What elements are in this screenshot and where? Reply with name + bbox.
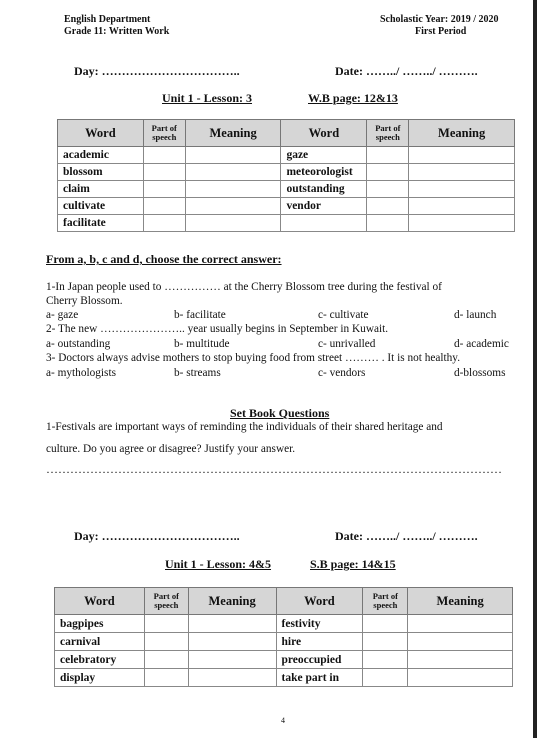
pos-cell[interactable] bbox=[143, 164, 185, 181]
period-label: First Period bbox=[415, 26, 467, 37]
table-row bbox=[58, 215, 515, 232]
day-field: Day: …………………………….. bbox=[74, 529, 240, 543]
option-c[interactable]: c- unrivalled bbox=[318, 338, 376, 350]
answer-line[interactable]: …………………………………………………………………………………………………… bbox=[46, 462, 502, 476]
pos-cell[interactable] bbox=[367, 181, 409, 198]
option-d[interactable]: d- launch bbox=[454, 309, 497, 321]
meaning-cell[interactable] bbox=[409, 215, 515, 232]
table-row bbox=[58, 164, 515, 181]
department-label: English Department bbox=[64, 14, 151, 25]
option-a[interactable]: a- mythologists bbox=[46, 367, 116, 379]
word-cell: hire bbox=[276, 633, 363, 651]
meaning-cell[interactable] bbox=[409, 198, 515, 215]
pos-cell[interactable] bbox=[143, 215, 185, 232]
table-row bbox=[58, 198, 515, 215]
q1-options bbox=[46, 309, 516, 322]
q1-line2: Cherry Blossom. bbox=[46, 295, 123, 307]
meaning-cell[interactable] bbox=[188, 615, 276, 633]
meaning-cell[interactable] bbox=[185, 198, 281, 215]
table-header-row bbox=[55, 588, 513, 615]
sb-page: S.B page: 14&15 bbox=[310, 557, 396, 571]
pos-cell[interactable] bbox=[367, 215, 409, 232]
col-meaning: Meaning bbox=[409, 120, 515, 147]
pos-cell[interactable] bbox=[144, 633, 188, 651]
pos-cell[interactable] bbox=[363, 615, 408, 633]
table-row bbox=[55, 615, 513, 633]
meaning-cell[interactable] bbox=[185, 215, 281, 232]
q3-text: 3- Doctors always advise mothers to stop buying food from street ……… . It is not healthy. bbox=[46, 352, 461, 364]
wb-page: W.B page: 12&13 bbox=[308, 91, 398, 105]
option-b[interactable]: b- streams bbox=[174, 367, 221, 379]
pos-cell[interactable] bbox=[363, 669, 408, 687]
meaning-cell[interactable] bbox=[188, 633, 276, 651]
meaning-cell[interactable] bbox=[185, 147, 281, 164]
unit-lesson-title: Unit 1 - Lesson: 4&5 bbox=[165, 557, 272, 571]
col-word: Word bbox=[55, 588, 145, 615]
meaning-cell[interactable] bbox=[188, 651, 276, 669]
word-cell: outstanding bbox=[281, 181, 367, 198]
table-row bbox=[55, 633, 513, 651]
q2-text: 2- The new ………………….. year usually begins in September in Kuwait. bbox=[46, 323, 389, 335]
q1-line1: 1-In Japan people used to …………… at the Cherry Blossom tree during the festival of bbox=[46, 281, 442, 293]
mcq-instruction: From a, b, c and d, choose the correct answer: bbox=[46, 252, 282, 266]
option-b[interactable]: b- multitude bbox=[174, 338, 230, 350]
date-field: Date: ……../ ……../ ………. bbox=[335, 64, 478, 78]
pos-cell[interactable] bbox=[144, 651, 188, 669]
col-part-of-speech: Part of speech bbox=[144, 588, 188, 615]
q2-options bbox=[46, 338, 516, 351]
option-b[interactable]: b- facilitate bbox=[174, 309, 226, 321]
word-cell: carnival bbox=[55, 633, 145, 651]
meaning-cell[interactable] bbox=[409, 147, 515, 164]
word-cell: blossom bbox=[58, 164, 144, 181]
option-c[interactable]: c- vendors bbox=[318, 367, 366, 379]
pos-cell[interactable] bbox=[143, 147, 185, 164]
word-cell: bagpipes bbox=[55, 615, 145, 633]
page-number: 4 bbox=[281, 716, 285, 725]
page-edge bbox=[533, 0, 537, 738]
col-part-of-speech: Part of speech bbox=[363, 588, 408, 615]
word-cell: celebratory bbox=[55, 651, 145, 669]
col-part-of-speech: Part of speech bbox=[367, 120, 409, 147]
year-label: Scholastic Year: 2019 / 2020 bbox=[380, 14, 499, 25]
option-c[interactable]: c- cultivate bbox=[318, 309, 369, 321]
meaning-cell[interactable] bbox=[408, 633, 513, 651]
col-word: Word bbox=[276, 588, 363, 615]
word-cell bbox=[281, 215, 367, 232]
pos-cell[interactable] bbox=[144, 669, 188, 687]
date-field: Date: ……../ ……../ ………. bbox=[335, 529, 478, 543]
word-cell: take part in bbox=[276, 669, 363, 687]
word-cell: cultivate bbox=[58, 198, 144, 215]
grade-label: Grade 11: Written Work bbox=[64, 26, 170, 37]
meaning-cell[interactable] bbox=[408, 615, 513, 633]
word-cell: claim bbox=[58, 181, 144, 198]
table-row bbox=[55, 651, 513, 669]
meaning-cell[interactable] bbox=[408, 669, 513, 687]
option-d[interactable]: d- academic bbox=[454, 338, 509, 350]
word-cell: facilitate bbox=[58, 215, 144, 232]
pos-cell[interactable] bbox=[367, 198, 409, 215]
word-cell: gaze bbox=[281, 147, 367, 164]
pos-cell[interactable] bbox=[363, 651, 408, 669]
meaning-cell[interactable] bbox=[409, 164, 515, 181]
meaning-cell[interactable] bbox=[408, 651, 513, 669]
word-cell: vendor bbox=[281, 198, 367, 215]
q3-options bbox=[46, 367, 516, 380]
col-meaning: Meaning bbox=[188, 588, 276, 615]
col-word: Word bbox=[58, 120, 144, 147]
option-a[interactable]: a- outstanding bbox=[46, 338, 111, 350]
option-d[interactable]: d-blossoms bbox=[454, 367, 506, 379]
vocab-table-1 bbox=[57, 119, 515, 232]
col-part-of-speech: Part of speech bbox=[143, 120, 185, 147]
meaning-cell[interactable] bbox=[188, 669, 276, 687]
pos-cell[interactable] bbox=[143, 198, 185, 215]
word-cell: academic bbox=[58, 147, 144, 164]
unit-lesson-title: Unit 1 - Lesson: 3 bbox=[162, 91, 253, 105]
pos-cell[interactable] bbox=[367, 147, 409, 164]
meaning-cell[interactable] bbox=[409, 181, 515, 198]
col-meaning: Meaning bbox=[408, 588, 513, 615]
word-cell: festivity bbox=[276, 615, 363, 633]
col-word: Word bbox=[281, 120, 367, 147]
setbook-title: Set Book Questions bbox=[230, 406, 330, 420]
table-row bbox=[58, 147, 515, 164]
pos-cell[interactable] bbox=[363, 633, 408, 651]
vocab-table-2 bbox=[54, 587, 513, 687]
pos-cell[interactable] bbox=[367, 164, 409, 181]
pos-cell[interactable] bbox=[143, 181, 185, 198]
word-cell: preoccupied bbox=[276, 651, 363, 669]
col-meaning: Meaning bbox=[185, 120, 281, 147]
table-header-row bbox=[58, 120, 515, 147]
meaning-cell[interactable] bbox=[185, 181, 281, 198]
table-row bbox=[55, 669, 513, 687]
setbook-question-line2: culture. Do you agree or disagree? Justify your answer. bbox=[46, 443, 296, 455]
pos-cell[interactable] bbox=[144, 615, 188, 633]
table-row bbox=[58, 181, 515, 198]
meaning-cell[interactable] bbox=[185, 164, 281, 181]
word-cell: display bbox=[55, 669, 145, 687]
setbook-question-line1: 1-Festivals are important ways of reminding the individuals of their shared heritage and bbox=[46, 421, 443, 433]
day-field: Day: …………………………….. bbox=[74, 64, 240, 78]
option-a[interactable]: a- gaze bbox=[46, 309, 79, 321]
word-cell: meteorologist bbox=[281, 164, 367, 181]
